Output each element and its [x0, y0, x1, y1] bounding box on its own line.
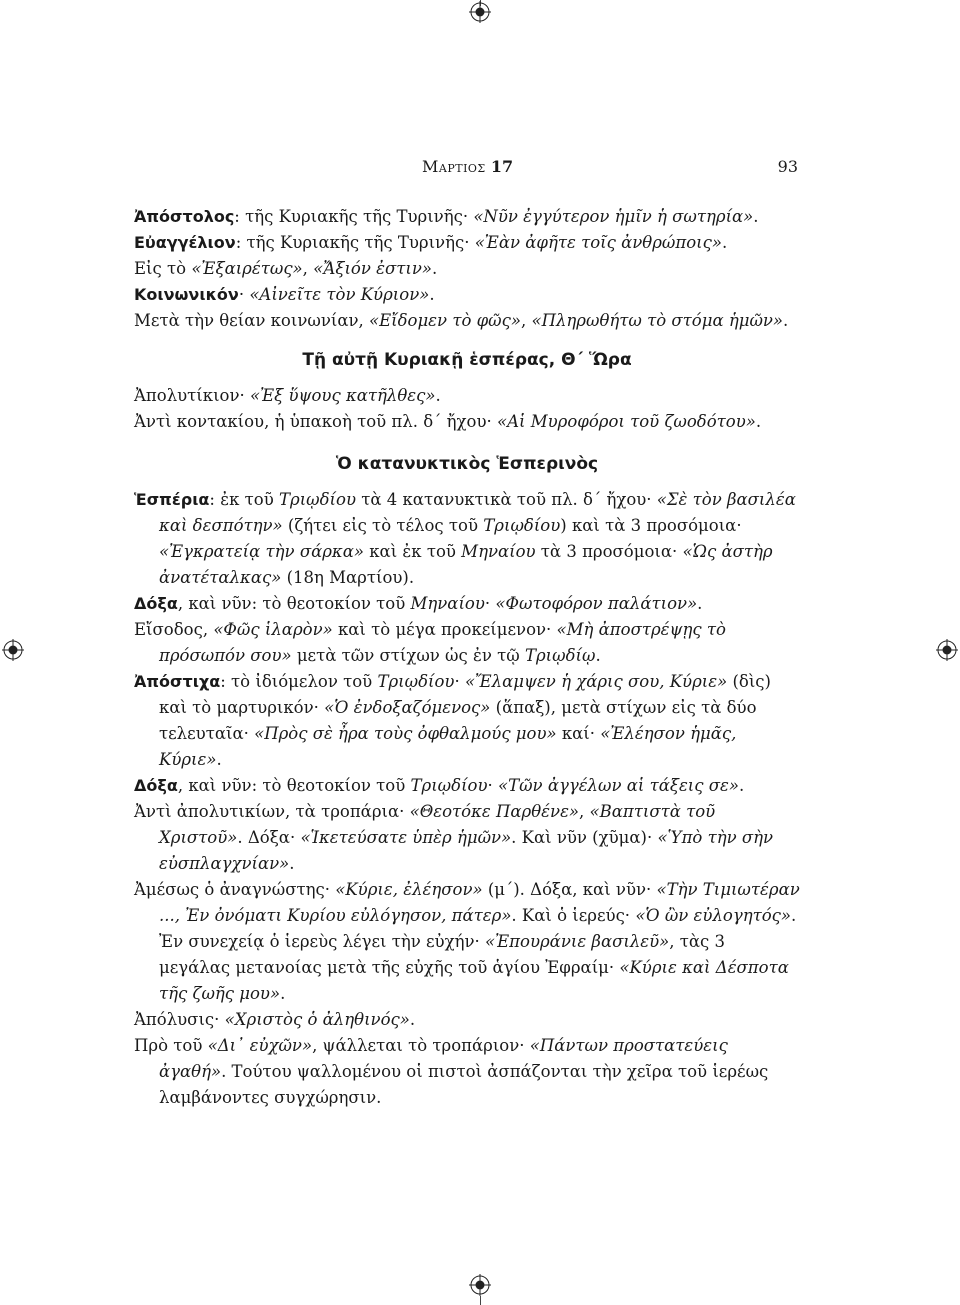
label-koinonikon: Κοινωνικόν [134, 285, 239, 304]
quote: «Χριστὸς ὁ ἀληθινός» [224, 1010, 410, 1029]
text: . [721, 233, 728, 252]
quote: «Ὑπὸ τὴν σὴν εὐσπλαγχνίαν» [159, 828, 774, 873]
quote: «Ἄξιόν ἐστιν» [313, 259, 432, 278]
text: Ἀντὶ ἀπολυτικίων, τὰ τροπάρια· [134, 802, 410, 821]
text: ) καὶ τὰ 3 προσόμοια· [560, 516, 742, 535]
text: (δὶς) καὶ τὸ μαρτυρικόν· [159, 672, 771, 717]
text: · [484, 594, 496, 613]
registration-mark-icon [469, 1274, 491, 1296]
text: τὰ 3 προσόμοια· [535, 542, 683, 561]
quote: «Ἐὰν ἀφῆτε τοῖς ἀνθρώποις» [474, 233, 722, 252]
quote: «Φῶς ἱλαρὸν» [213, 620, 333, 639]
paragraph-eisodos [134, 617, 800, 669]
text: . Τούτου ψαλλομένου οἱ πιστοὶ ἀσπάζονται τὴν χεῖρα τοῦ ἱερέως λαμβάνοντες συγχώρησιν. [159, 1062, 769, 1107]
book-title: Μηναίου [410, 594, 485, 613]
quote: «Ἐξ ὕψους κατῆλθες» [250, 386, 436, 405]
header-day: 17 [490, 157, 514, 176]
registration-mark-icon [2, 639, 24, 661]
registration-mark-icon [936, 639, 958, 661]
text: · [238, 285, 250, 304]
text: Ἀπόλυσις· [134, 1010, 225, 1029]
text: καί· [556, 724, 601, 743]
quote: «Εἴδομεν τὸ φῶς» [368, 311, 521, 330]
book-title: Τριῳδίου [483, 516, 561, 535]
text: μετὰ τῶν στίχων ὡς ἐν τῷ [291, 646, 525, 665]
quote: «Αἰνεῖτε τὸν Κύριον» [249, 285, 430, 304]
label-doxa: Δόξα [134, 594, 178, 613]
quote: «Ἐγκρατείᾳ τὴν σάρκα» [159, 542, 364, 561]
paragraph-anagnostis [134, 877, 800, 1007]
text: , [302, 259, 314, 278]
paragraph-exairetos [134, 256, 800, 282]
text: , καὶ νῦν: τὸ θεοτοκίον τοῦ [177, 594, 411, 613]
text: : τῆς Κυριακῆς τῆς Τυρινῆς· [234, 207, 474, 226]
paragraph-doxa-menaion [134, 591, 800, 617]
text: , ψάλλεται τὸ τροπάριον· [312, 1036, 530, 1055]
paragraph-kontakion [134, 409, 800, 435]
text: : τῆς Κυριακῆς τῆς Τυρινῆς· [235, 233, 475, 252]
quote: «Δι᾽ εὐχῶν» [207, 1036, 313, 1055]
text: . Καὶ νῦν (χῦμα)· [511, 828, 658, 847]
label-doxa: Δόξα [134, 776, 178, 795]
text: : τὸ ἰδιόμελον τοῦ [220, 672, 378, 691]
quote: «Ὁ ἐνδοξαζόμενος» [324, 698, 491, 717]
text: . [435, 386, 441, 405]
crop-line-bottom [480, 1296, 481, 1305]
text: . [429, 285, 435, 304]
book-title: Τριῳδίου [377, 672, 455, 691]
quote: «Τῶν ἀγγέλων αἱ τάξεις σε» [498, 776, 739, 795]
book-title: Τριῳδίῳ [524, 646, 596, 665]
header-month: Μαρτιος [422, 157, 486, 176]
quote: «Τὴν Τιμιωτέραν ..., Ἐν ὀνόματι Κυρίου εὐλόγησον, πάτερ» [159, 880, 800, 925]
text: . [431, 259, 438, 278]
quote: «Βαπτιστὰ τοῦ Χριστοῦ» [159, 802, 716, 847]
text: (18η Μαρτίου). [281, 568, 415, 587]
text: καὶ ἐκ τοῦ [364, 542, 462, 561]
text: . [755, 412, 762, 431]
text: . Καὶ ὁ ἱερεύς· [511, 906, 636, 925]
quote: «Κύριε καὶ Δέσποτα τῆς ζωῆς μου» [159, 958, 789, 1003]
quote: «Ἔλαμψεν ἡ χάρις σου, Κύριε» [464, 672, 728, 691]
quote: «Πρὸς σὲ ἦρα τοὺς ὀφθαλμούς μου» [254, 724, 557, 743]
quote: «Πληρωθήτω τὸ στόμα ἡμῶν» [531, 311, 784, 330]
quote: «Ἐπουράνιε βασιλεῦ» [485, 932, 670, 951]
paragraph-evangelion [134, 230, 800, 256]
book-title: Τριῳδίου [410, 776, 488, 795]
text: Μετὰ τὴν θείαν κοινωνίαν, [134, 311, 369, 330]
book-title: Μηναίου [461, 542, 536, 561]
text: . [280, 984, 286, 1003]
text: καὶ τὸ μέγα προκείμενον· [332, 620, 557, 639]
text: Ἀμέσως ὁ ἀναγνώστης· [134, 880, 336, 899]
text: Εἰς τὸ [134, 259, 192, 278]
quote: «Θεοτόκε Παρθένε» [409, 802, 580, 821]
paragraph-troparia [134, 799, 800, 877]
quote: «Κύριε, ἐλέησον» [335, 880, 483, 899]
text: τὰ 4 κατανυκτικὰ τοῦ πλ. δ΄ ἤχου· [355, 490, 657, 509]
text: . Ἐν συνεχείᾳ ὁ ἱερεὺς λέγει τὴν εὐχήν· [159, 906, 797, 951]
paragraph-doxa-triodion [134, 773, 800, 799]
page-number: 93 [777, 157, 798, 176]
text: . [738, 776, 745, 795]
quote: «Αἱ Μυροφόροι τοῦ ζωοδότου» [497, 412, 756, 431]
quote: «Νῦν ἐγγύτερον ἡμῖν ἡ σωτηρία» [473, 207, 754, 226]
text: Εἴσοδος, [134, 620, 214, 639]
quote: «Ὡς ἀστὴρ ἀνατέταλκας» [159, 542, 773, 587]
book-title: Τριῳδίου [278, 490, 356, 509]
text: (ἅπαξ), μετὰ στίχων εἰς τὰ δύο τελευταῖα· [159, 698, 757, 743]
page-body [134, 204, 800, 1111]
running-header [132, 157, 798, 181]
text: , [520, 311, 532, 330]
text: . [289, 854, 295, 873]
label-esperia: Ἑσπέρια [134, 490, 210, 509]
label-aposticha: Ἀπόστιχα [134, 672, 221, 691]
text: . [753, 207, 759, 226]
text: . [216, 750, 222, 769]
text: . [697, 594, 703, 613]
text: , καὶ νῦν: τὸ θεοτοκίον τοῦ [177, 776, 411, 795]
text: . Δόξα· [237, 828, 301, 847]
text: Πρὸ τοῦ [134, 1036, 208, 1055]
paragraph-aposticha [134, 669, 800, 773]
quote: «Σὲ τὸν βασιλέα καὶ δεσπότην» [159, 490, 796, 535]
quote: «Μὴ ἀποστρέψῃς τὸ πρόσωπόν σου» [159, 620, 726, 665]
text: : ἐκ τοῦ [209, 490, 279, 509]
label-evangelion: Εὐαγγέλιον [134, 233, 236, 252]
text: , τὰς 3 μεγάλας μετανοίας μετὰ τῆς εὐχῆς τοῦ ἁγίου Ἐφραίμ· [159, 932, 726, 977]
text: . [409, 1010, 416, 1029]
paragraph-apolysis [134, 1007, 800, 1033]
label-apostolos: Ἀπόστολος [134, 207, 235, 226]
text: , [579, 802, 590, 821]
quote: «Ἐξαιρέτως» [191, 259, 303, 278]
text: · [487, 776, 498, 795]
registration-mark-icon [469, 1, 491, 23]
section-heading-vespers: Ὁ κατανυκτικὸς Ἑσπερινὸς [335, 454, 599, 474]
text: . [595, 646, 601, 665]
paragraph-apostolos [134, 204, 800, 230]
quote: «Ὁ ὢν εὐλογητός» [635, 906, 791, 925]
paragraph-apolytikion [134, 383, 800, 409]
quote: «Φωτοφόρον παλάτιον» [495, 594, 698, 613]
text: Ἀπολυτίκιον· [134, 386, 251, 405]
paragraph-koinonikon [134, 282, 800, 308]
quote: «Πάντων προστατεύεις ἀγαθή» [159, 1036, 728, 1081]
paragraph-esperia [134, 487, 800, 591]
text: (μ΄). Δόξα, καὶ νῦν· [482, 880, 657, 899]
quote: «Ἱκετεύσατε ὑπὲρ ἡμῶν» [300, 828, 512, 847]
text: Ἀντὶ κοντακίου, ἡ ὑπακοὴ τοῦ πλ. δ΄ ἤχου· [134, 412, 497, 431]
paragraph-closing [134, 1033, 800, 1111]
section-heading-ninth-hour: Τῇ αὐτῇ Κυριακῇ ἑσπέρας, Θ΄ Ὥρα [302, 350, 632, 370]
text: . [783, 311, 789, 330]
quote: «Ἐλέησον ἡμᾶς, Κύριε» [159, 724, 737, 769]
paragraph-after-communion [134, 308, 800, 334]
running-title [422, 157, 513, 176]
text: · [454, 672, 465, 691]
text: (ζήτει εἰς τὸ τέλος τοῦ [282, 516, 484, 535]
